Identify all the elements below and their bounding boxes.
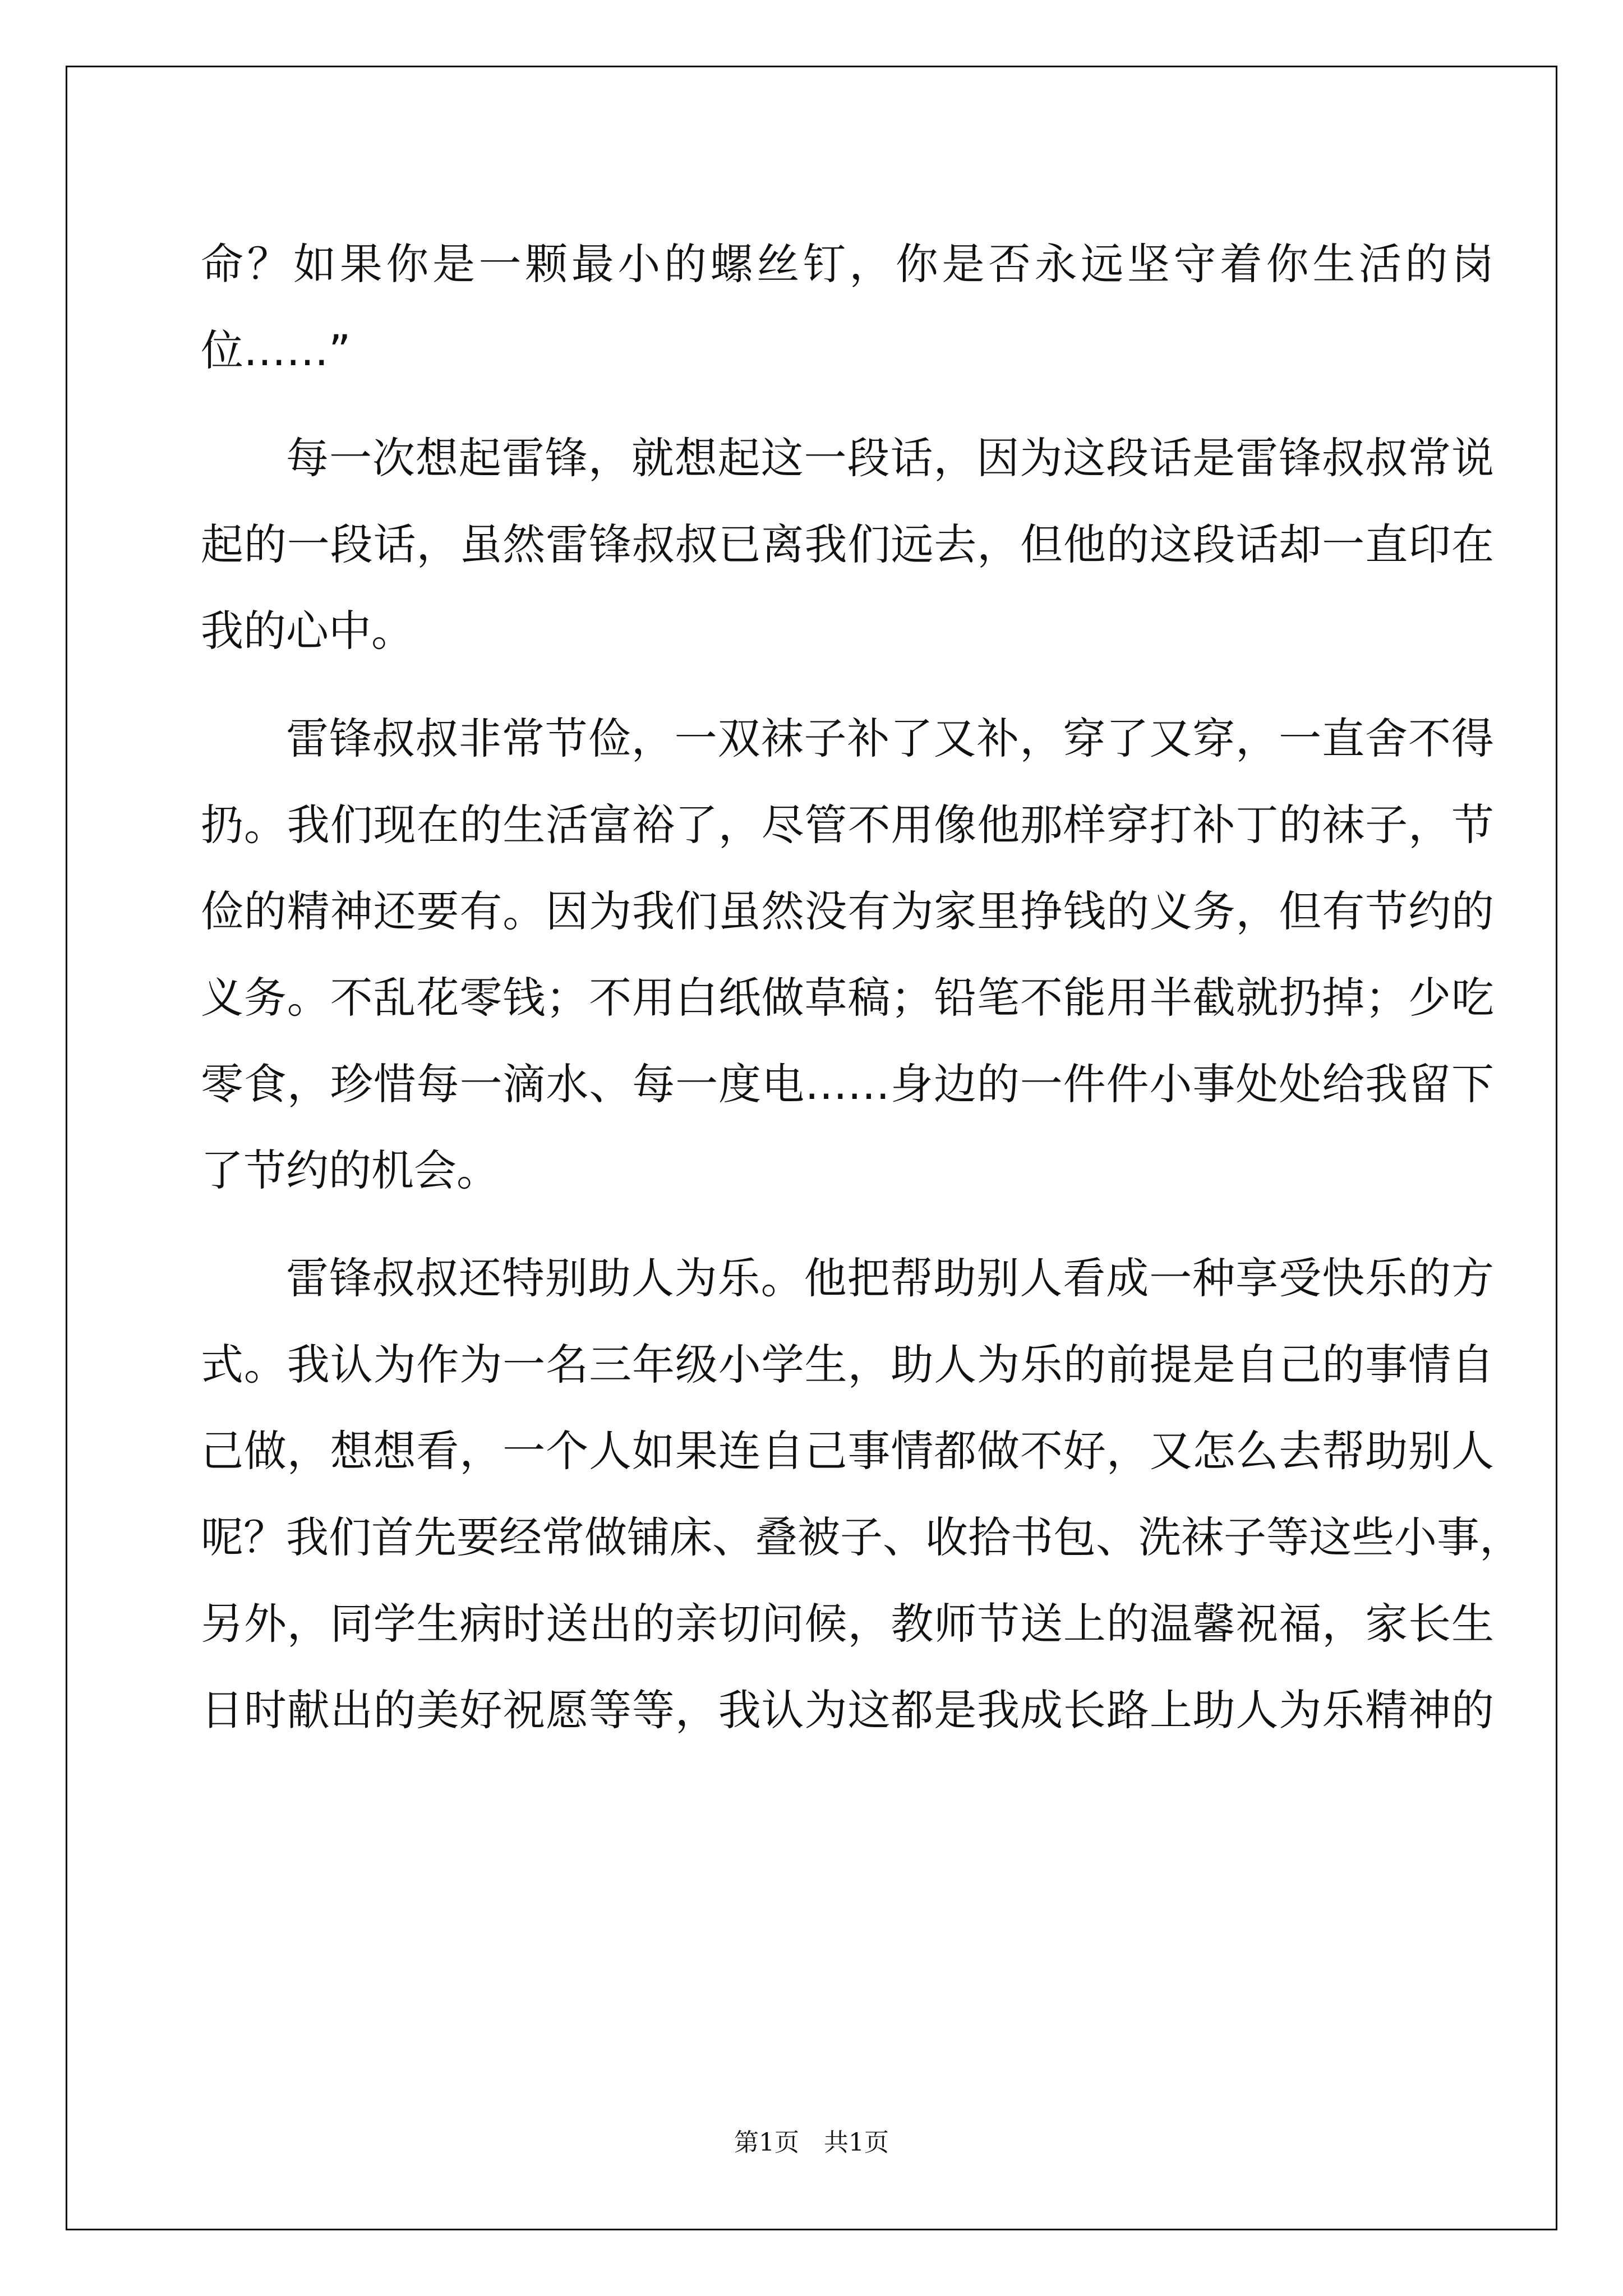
page-footer: 第1页 共1页 (734, 2128, 889, 2157)
text-line: 雷锋叔叔还特别助人为乐。他把帮助别人看成一种享受快乐的方 (286, 1253, 1494, 1303)
text-line: 零食，珍惜每一滴水、每一度电……身边的一件件小事处处给我留下 (201, 1059, 1494, 1109)
page-frame (66, 66, 1557, 2230)
text-line: 俭的精神还要有。因为我们虽然没有为家里挣钱的义务，但有节约的 (201, 886, 1494, 936)
text-line: 每一次想起雷锋，就想起这一段话，因为这段话是雷锋叔叔常说 (286, 433, 1494, 483)
text-line: 命？如果你是一颗最小的螺丝钉，你是否永远坚守着你生活的岗 (201, 239, 1494, 289)
text-line: 我的心中。 (201, 606, 414, 656)
text-line: 扔。我们现在的生活富裕了，尽管不用像他那样穿打补丁的袜子，节 (201, 800, 1494, 850)
text-line: 了节约的机会。 (201, 1145, 499, 1195)
text-line: 位……” (201, 325, 351, 375)
document-body (67, 67, 1556, 2229)
text-line: 雷锋叔叔非常节俭，一双袜子补了又补，穿了又穿，一直舍不得 (286, 714, 1494, 763)
text-line: 式。我认为作为一名三年级小学生，助人为乐的前提是自己的事情自 (201, 1340, 1494, 1389)
text-line: 己做，想想看，一个人如果连自己事情都做不好，又怎么去帮助别人 (201, 1426, 1494, 1476)
text-line: 义务。不乱花零钱；不用白纸做草稿；铅笔不能用半截就扔掉；少吃 (201, 973, 1494, 1023)
text-line: 日时献出的美好祝愿等等，我认为这都是我成长路上助人为乐精神的 (201, 1685, 1494, 1735)
text-line: 另外，同学生病时送出的亲切问候，教师节送上的温馨祝福，家长生 (201, 1599, 1494, 1649)
text-line: 起的一段话，虽然雷锋叔叔已离我们远去，但他的这段话却一直印在 (201, 519, 1494, 569)
text-line: 呢？我们首先要经常做铺床、叠被子、收拾书包、洗袜子等这些小事， (201, 1512, 1522, 1562)
